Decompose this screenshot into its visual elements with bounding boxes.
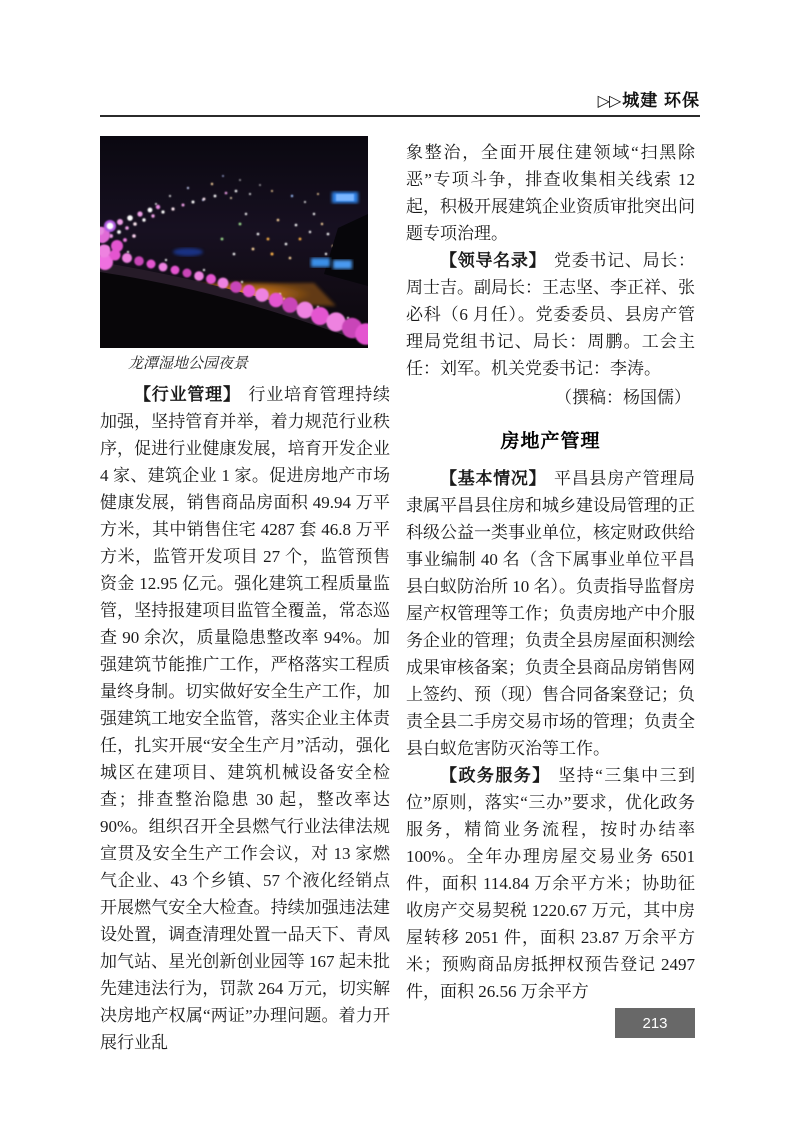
para-basic-text: 平昌县房产管理局隶属平昌县住房和城乡建设局管理的正科级公益一类事业单位，核定财政供给事业编制 40 名（含下属事业单位平昌县白蚁防治所 10 名）。负责指导监督房屋产权管理等工作；负责房地产中介服务企业的管理；负责全县房屋面积测绘成果审核备案；负责全县商品房销售网上签约、预（现）售合同备案登记；负责全县二手房交易市场的管理；负责全县白蚁危害防灭治等工作。 xyxy=(406,469,696,758)
page-number-box xyxy=(615,1008,695,1038)
para-government-services xyxy=(406,762,695,1005)
page-number: 213 xyxy=(642,1014,668,1032)
para-leaders-text: 党委书记、局长：周士吉。副局长：王志坚、李正祥、张必科（6 月任）。党委委员、县房产管理局党组书记、局长：周鹏。工会主任：刘军。机关党委书记：李涛。 xyxy=(406,251,696,378)
para-services-text: 坚持“三集中三到位”原则，落实“三办”要求，优化政务服务，精简业务流程，按时办结率 100%。全年办理房屋交易业务 6501 件，面积 114.84 万余平方米；协助征收房产交易契税 1220.67 万元，其中房屋转移 2051 件，面积 23.87 万余平方米；预购商品房抵押权预告登记 2497 件，面积 26.56 万余平方 xyxy=(406,766,696,1001)
right-column xyxy=(406,139,695,1005)
running-head xyxy=(100,91,700,112)
section-heading-real-estate: 房地产管理 xyxy=(500,431,601,452)
running-head-title: 城建 环保 xyxy=(622,91,700,110)
photo-longtan-wetland-park-night xyxy=(100,136,368,348)
para-industry-management xyxy=(100,381,390,1056)
para-industry-text: 行业培育管理持续加强，坚持管育并举，着力规范行业秩序，促进行业健康发展，培育开发企业 4 家、建筑企业 1 家。促进房地产市场健康发展，销售商品房面积 49.94 万平方米，其中销售住宅 4287 套 46.8 万平方米，监管开发项目 27 个，监管预售资金 12.95 亿元。强化建筑工程质量监管，坚持报建项目监管全覆盖，常态巡查 90 余次，质量隐患整改率 94%。加强建筑节能推广工作，严格落实工程质量终身制。切实做好安全生产工作，加强建筑工地安全监管，落实企业主体责任，扎实开展“安全生产月”活动，强化城区在建项目、建筑机械设备安全检查；排查整治隐患 30 起，整改率达 90%。组织召开全县燃气行业法律法规宣贯及安全生产工作会议，对 13 家燃气企业、43 个乡镇、57 个液化经销点开展燃气安全大检查。持续加强违法建设处置，调查清理处置一品天下、青凤加气站、星光创新创业园等 167 起未批先建违法行为，罚款 264 万元，切实解决房地产权属“两证”办理问题。着力开展行业乱 xyxy=(100,385,390,1052)
entry-label-basic: 【基本情况】 xyxy=(440,469,547,488)
para-industry-continued: 象整治，全面开展住建领域“扫黑除恶”专项斗争，排查收集相关线索 12 起，积极开展建筑企业资质审批突出问题专项治理。 xyxy=(406,143,695,243)
left-column xyxy=(100,136,390,1056)
entry-label-industry: 【行业管理】 xyxy=(134,385,241,404)
para-leaders xyxy=(406,247,695,382)
para-basic-situation xyxy=(406,465,695,762)
photo-caption: 龙潭湿地公园夜景 xyxy=(128,356,249,372)
figure-night-photo xyxy=(100,136,390,375)
entry-label-services: 【政务服务】 xyxy=(440,766,551,785)
header-rule xyxy=(100,115,700,117)
byline: （撰稿：杨国儒） xyxy=(555,388,691,407)
entry-label-leaders: 【领导名录】 xyxy=(440,251,547,270)
triangle-marks-icon: ▷▷ xyxy=(597,93,621,110)
